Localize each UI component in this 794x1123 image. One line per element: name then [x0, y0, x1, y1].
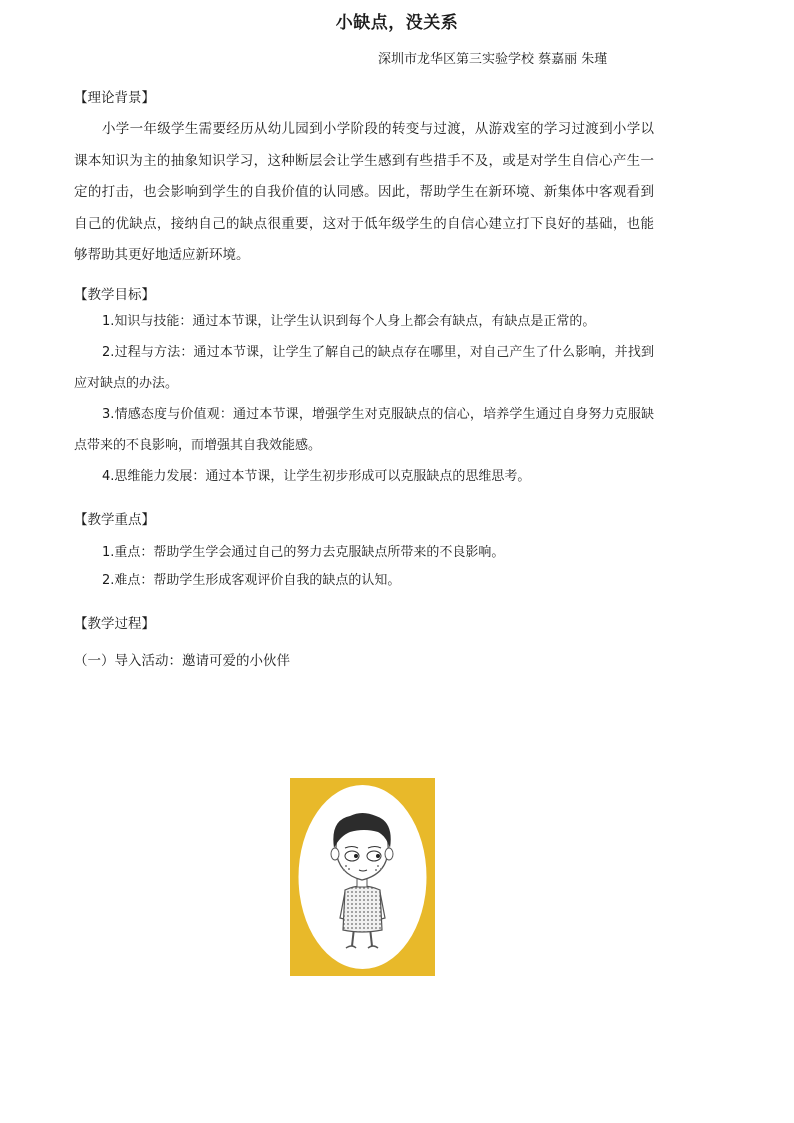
section-heading-background: 【理论背景】	[74, 90, 155, 106]
section-heading-keypoints: 【教学重点】	[74, 512, 155, 528]
document-title: 小缺点，没关系	[335, 13, 459, 33]
goal-item-3: 3.情感态度与价值观：通过本节课，增强学生对克服缺点的信心，培养学生通过自身努力克服缺点带来的不良影响，而增强其自我效能感。	[74, 407, 654, 453]
process-subheading: （一）导入活动：邀请可爱的小伙伴	[74, 653, 290, 669]
goal-item-4: 4.思维能力发展：通过本节课，让学生初步形成可以克服缺点的思维思考。	[102, 469, 531, 484]
child-portrait-illustration	[290, 778, 435, 976]
keypoint-item-2: 2.难点：帮助学生形成客观评价自我的缺点的认知。	[102, 573, 401, 588]
keypoint-item-1: 1.重点：帮助学生学会通过自己的努力去克服缺点所带来的不良影响。	[102, 545, 505, 560]
section-heading-goals: 【教学目标】	[74, 287, 155, 303]
section-heading-process: 【教学过程】	[74, 616, 155, 632]
background-paragraph: 小学一年级学生需要经历从幼儿园到小学阶段的转变与过渡，从游戏室的学习过渡到小学以课本知识为主的抽象知识学习，这种断层会让学生感到有些措手不及，或是对学生自信心产生一定的打击，也会影响到学生的自我价值的认同感。因此，帮助学生在新环境、新集体中客观看到自己的优缺点，接纳自己的缺点很重要，这对于低年级学生的自信心建立打下良好的基础，也能够帮助其更好地适应新环境。	[74, 121, 654, 263]
author-line: 深圳市龙华区第三实验学校 蔡嘉丽 朱瑾	[378, 52, 608, 67]
goal-item-1: 1.知识与技能：通过本节课，让学生认识到每个人身上都会有缺点，有缺点是正常的。	[102, 314, 596, 329]
goal-item-2: 2.过程与方法：通过本节课，让学生了解自己的缺点存在哪里，对自己产生了什么影响，并找到应对缺点的办法。	[74, 345, 654, 391]
